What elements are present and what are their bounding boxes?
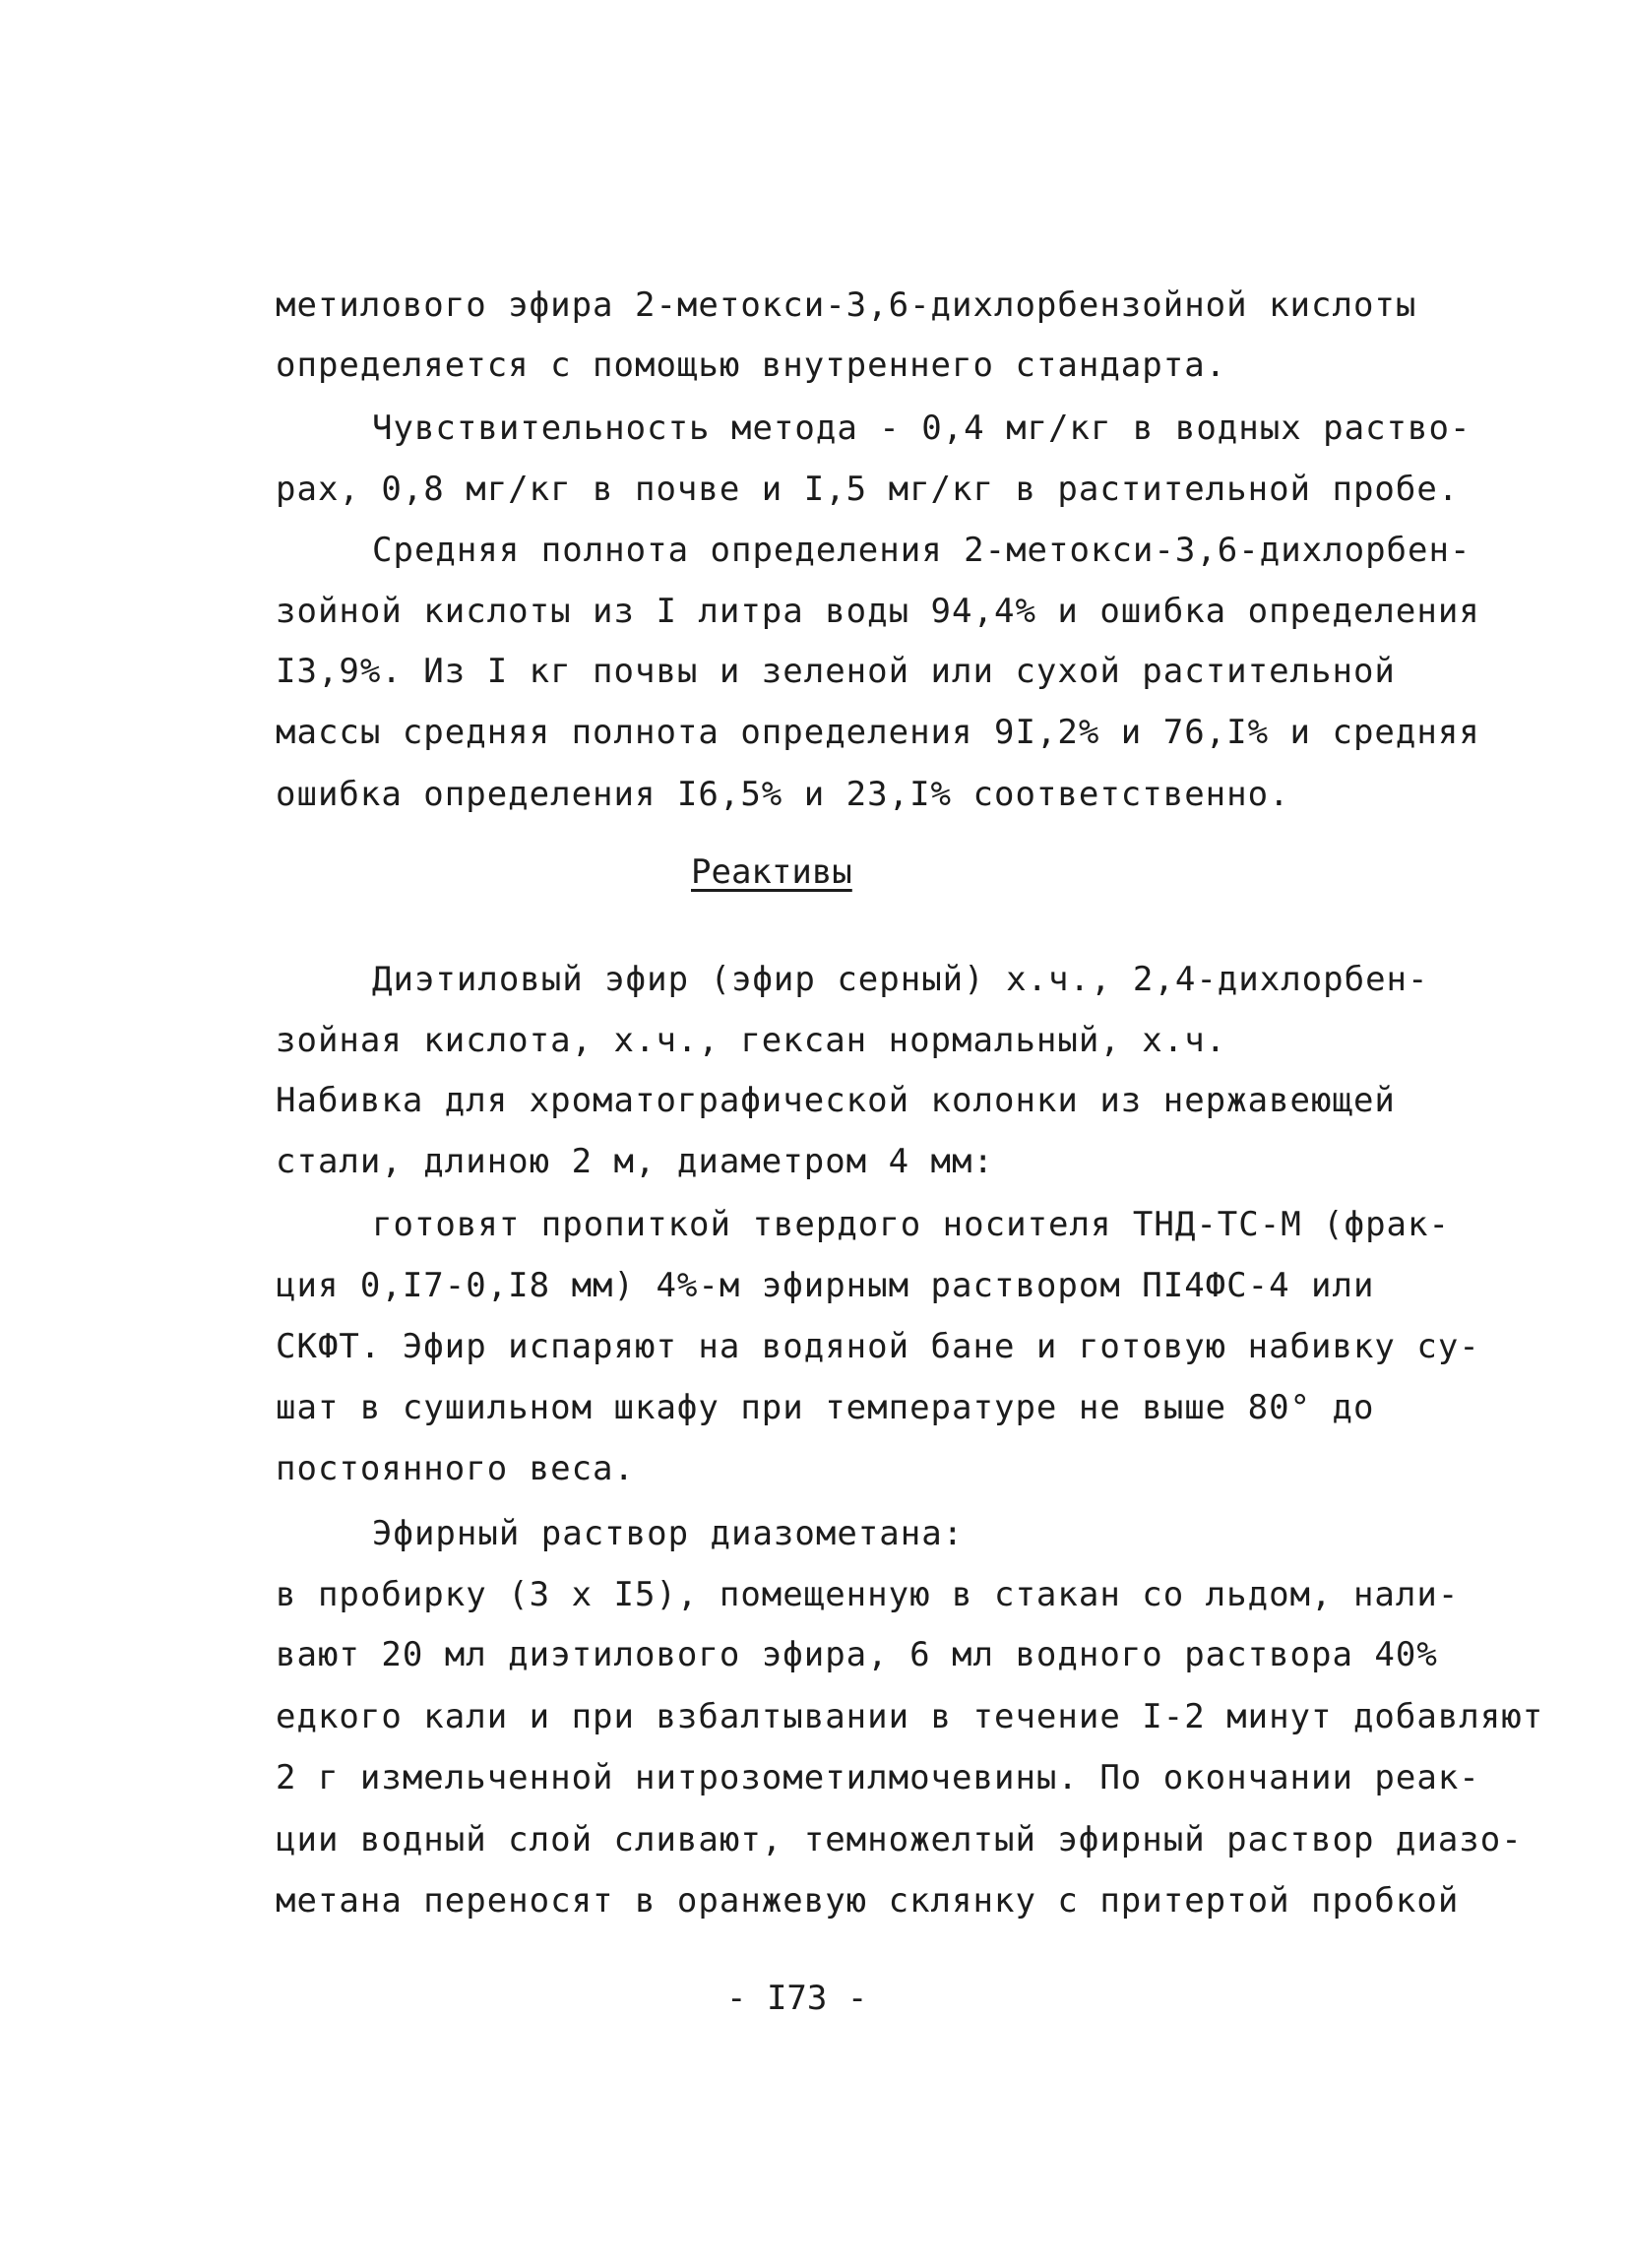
text-line: едкого кали и при взбалтывании в течение I-2 минут добавляют [276, 1697, 1544, 1736]
text-line: массы средняя полнота определения 9I,2% и 76,I% и средняя [276, 713, 1480, 752]
text-line: стали, длиною 2 м, диаметром 4 мм: [276, 1142, 994, 1181]
text-line: шат в сушильном шкафу при температуре не выше 80° до [276, 1388, 1375, 1427]
text-line: вают 20 мл диэтилового эфира, 6 мл водного раствора 40% [276, 1635, 1438, 1674]
text-line: Эфирный раствор диазометана: [372, 1514, 965, 1553]
text-line: метилового эфира 2-метокси-3,6-дихлорбензойной кислоты [276, 285, 1417, 325]
text-line: определяется с помощью внутреннего стандарта. [276, 346, 1227, 385]
text-line: 2 г измельченной нитрозометилмочевины. По окончании реак- [276, 1758, 1480, 1797]
text-line: Чувствительность метода - 0,4 мг/кг в водных раство- [372, 409, 1471, 448]
text-line: I3,9%. Из I кг почвы и зеленой или сухой растительной [276, 652, 1396, 691]
text-line: Набивка для хроматографической колонки из нержавеющей [276, 1081, 1396, 1120]
text-line: ция 0,I7-0,I8 мм) 4%-м эфирным раствором ПI4ФС-4 или [276, 1266, 1375, 1305]
section-heading: Реактивы [691, 852, 852, 892]
text-line: ошибка определения I6,5% и 23,I% соответственно. [276, 775, 1290, 814]
text-line: СКФТ. Эфир испаряют на водяной бане и готовую набивку су- [276, 1327, 1480, 1366]
text-line: метана переносят в оранжевую склянку с притертой пробкой [276, 1881, 1460, 1921]
text-line: зойная кислота, х.ч., гексан нормальный, х.ч. [276, 1021, 1227, 1060]
text-line: готовят пропиткой твердого носителя ТНД-ТС-М (фрак- [372, 1205, 1450, 1244]
text-line: в пробирку (3 х I5), помещенную в стакан со льдом, нали- [276, 1575, 1460, 1614]
page-number: - I73 - [726, 1979, 868, 2018]
text-line: Средняя полнота определения 2-метокси-3,6-дихлорбен- [372, 531, 1471, 570]
text-line: ции водный слой сливают, темножелтый эфирный раствор диазо- [276, 1820, 1523, 1859]
text-line: Диэтиловый эфир (эфир серный) х.ч., 2,4-дихлорбен- [372, 960, 1429, 999]
text-line: постоянного веса. [276, 1449, 635, 1488]
text-line: рах, 0,8 мг/кг в почве и I,5 мг/кг в растительной пробе. [276, 470, 1460, 509]
text-line: зойной кислоты из I литра воды 94,4% и ошибка определения [276, 592, 1480, 631]
